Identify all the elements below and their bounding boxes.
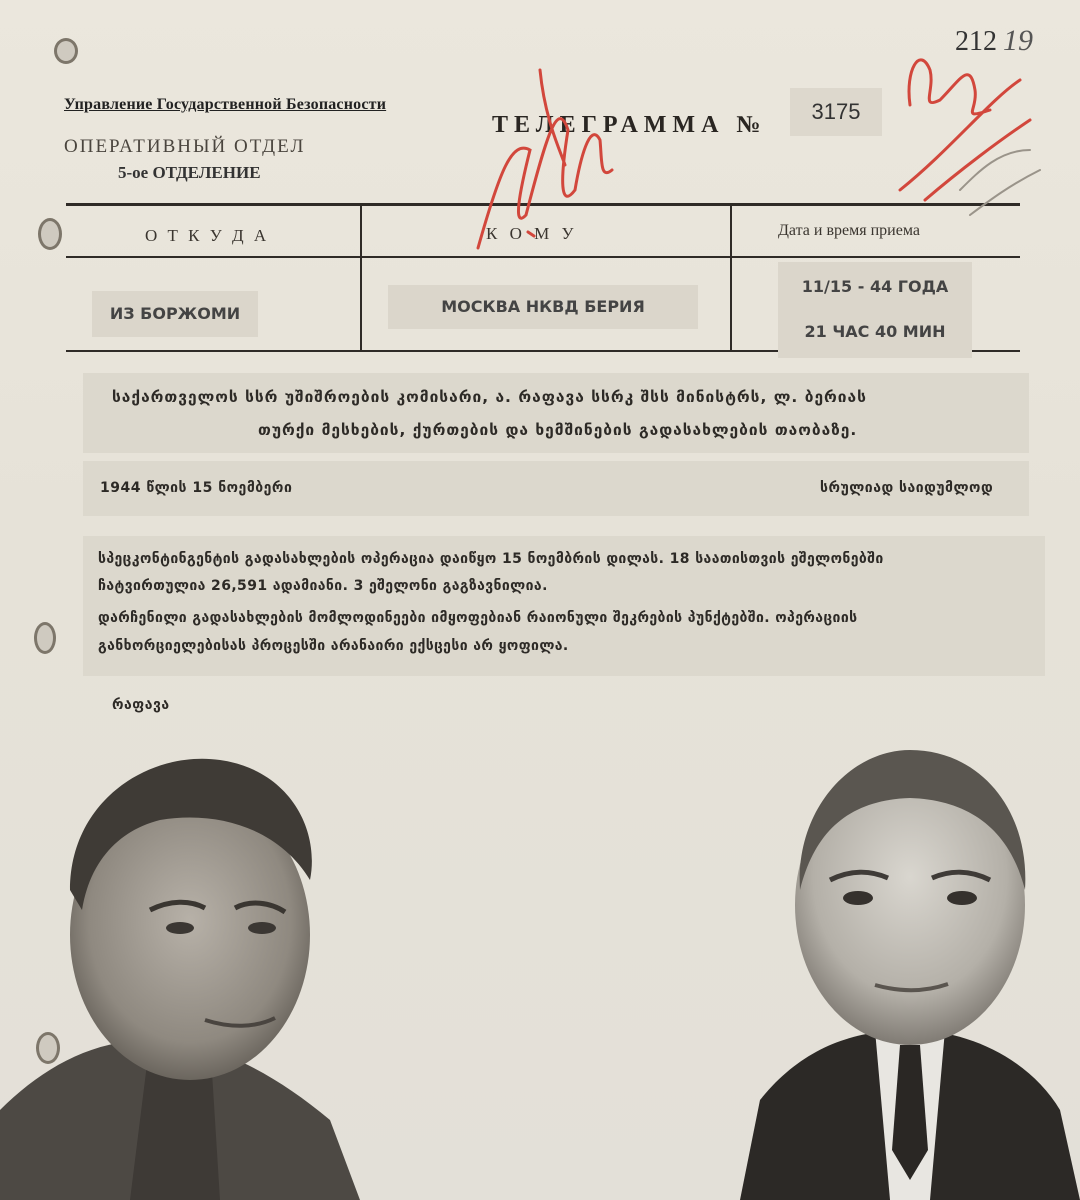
from-value: ИЗ БОРЖОМИ bbox=[92, 291, 258, 337]
portrait-right-eye-right bbox=[947, 891, 977, 905]
telegram-number: 3175 bbox=[790, 88, 882, 136]
body-line-1: სპეცკონტინგენტის გადასახლების ოპერაცია დაიწყო 15 ნოემბრის დილას. 18 საათისთვის ეშელონებში bbox=[98, 551, 884, 567]
grey-scribble-right bbox=[960, 150, 1040, 215]
agency-name: Управление Государственной Безопасности bbox=[64, 96, 387, 113]
red-scribble-right bbox=[900, 60, 1030, 200]
column-from-label: О Т К У Д А bbox=[145, 226, 270, 245]
portrait-right-eye-left bbox=[843, 891, 873, 905]
time-value: 21 ЧАС 40 МИН bbox=[778, 310, 972, 358]
binder-hole-middle bbox=[34, 622, 56, 654]
body-line-2: ჩატვირთულია 26,591 ადამიანი. 3 ეშელონი გაგზავნილია. bbox=[98, 578, 548, 594]
department-name: ОПЕРАТИВНЫЙ ОТДЕЛ bbox=[64, 136, 306, 157]
body-line-4: განხორციელებისას პროცესში არანაირი ექსცესი არ ყოფილა. bbox=[98, 638, 569, 654]
heading-line-1: საქართველოს სსრ უშიშროების კომისარი, ა. რაფავა სსრკ შსს მინისტრს, ლ. ბერიას bbox=[112, 388, 867, 406]
portrait-left bbox=[0, 740, 360, 1200]
column-datetime-label: Дата и время приема bbox=[778, 222, 920, 239]
column-to-label: К О М У bbox=[486, 224, 578, 243]
date-value: 11/15 - 44 ГОДА bbox=[778, 262, 972, 312]
signature-name: რაფავა bbox=[112, 697, 170, 713]
section-name: 5-ое ОТДЕЛЕНИЕ bbox=[118, 163, 261, 182]
portrait-right bbox=[740, 730, 1080, 1200]
archive-number-handwritten: 19 bbox=[1003, 24, 1033, 57]
red-scribble-center bbox=[478, 70, 612, 248]
classification-mark: სრულიად საიდუმლოდ bbox=[820, 480, 994, 496]
document-date: 1944 წლის 15 ნოემბერი bbox=[100, 480, 293, 496]
heading-band bbox=[83, 373, 1029, 453]
portrait-left-eye-left bbox=[166, 922, 194, 934]
body-line-3: დარჩენილი გადასახლების მომლოდინეები იმყოფებიან რაიონული შეკრების პუნქტებში. ოპერაციის bbox=[98, 610, 858, 626]
archive-number-printed: 212 bbox=[955, 26, 997, 57]
to-value: МОСКВА НКВД БЕРИЯ bbox=[388, 285, 698, 329]
red-pencil-resolution bbox=[0, 0, 1080, 360]
telegram-title: ТЕЛЕГРАММА № bbox=[492, 112, 767, 138]
portrait-left-eye-right bbox=[248, 922, 276, 934]
heading-line-2: თურქი მესხების, ქურთების და ხემშინების გადასახლების თაობაზე. bbox=[258, 421, 858, 439]
